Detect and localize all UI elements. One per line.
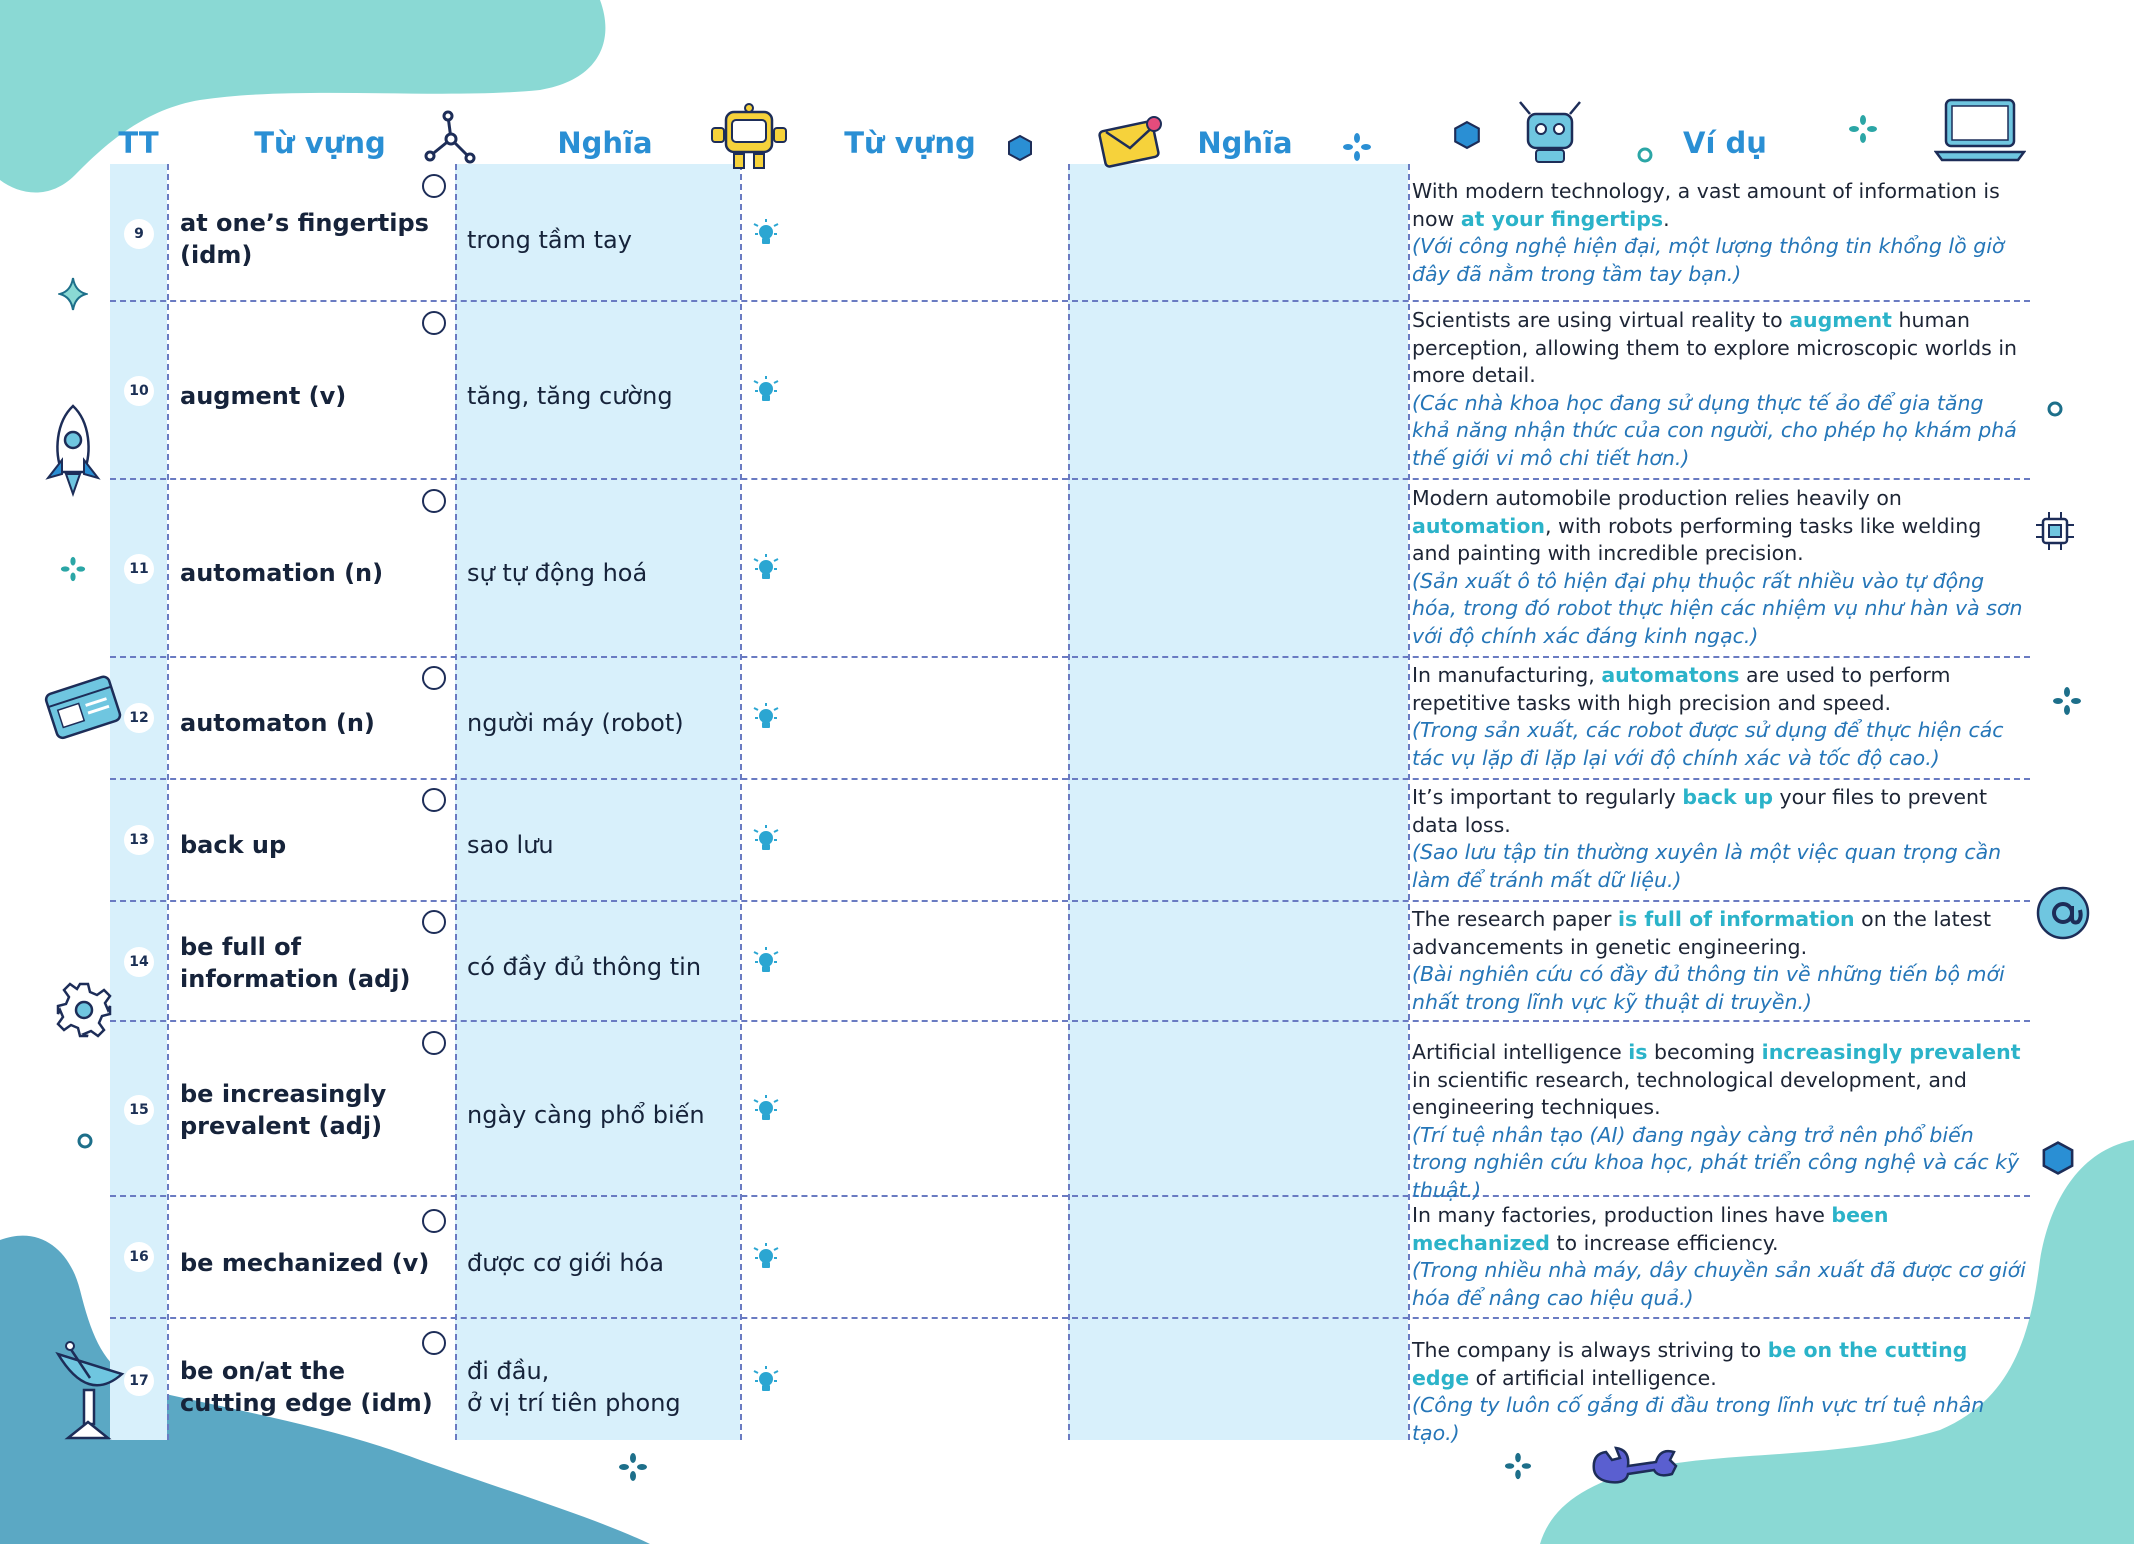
lightbulb-icon (752, 702, 780, 736)
row-number: 11 (124, 554, 154, 584)
vocab-meaning: sự tự động hoá (467, 559, 648, 587)
vocab-meaning (467, 1352, 737, 1422)
meaning-line-2: ở vị trí tiên phong (467, 1389, 681, 1417)
row-number: 16 (124, 1242, 154, 1272)
checkbox-circle[interactable] (422, 311, 446, 335)
table-header (0, 118, 2134, 168)
sparkle-icon (2052, 686, 2082, 716)
lightbulb-icon (752, 553, 780, 587)
example-text: The research paper is full of information on the latest advancements in genetic engineering. (Bài nghiên cứu có đầy đủ thông tin về những tiến bộ mới nhất trong lĩnh vực kỹ thuật di truyền.) (1412, 907, 2005, 1014)
envelope-icon (1098, 112, 1166, 168)
meaning2-column-bg (1068, 164, 1408, 1440)
checkbox-circle[interactable] (422, 666, 446, 690)
ring-icon (76, 1132, 94, 1150)
browser-window-icon (44, 672, 124, 742)
header-vocab-2: Từ vựng (844, 126, 976, 160)
vocab-meaning: trong tầm tay (467, 226, 632, 254)
lightbulb-icon (752, 1094, 780, 1128)
ring-icon (2046, 400, 2064, 418)
sparkle-icon (618, 1452, 648, 1482)
vocab-word: be full of information (adj) (180, 933, 411, 993)
example-text: Artificial intelligence is becoming increasingly prevalent in scientific research, technological development, and engineering techniques. (Trí tuệ nhân tạo (AI) đang ngày càng trở nên phổ biến trong nghiên cứu khoa học, phát triển công nghệ và các kỹ thuật.) (1412, 1040, 2021, 1202)
checkbox-circle[interactable] (422, 489, 446, 513)
hexagon-icon (1452, 120, 1482, 150)
vocab-meaning: sao lưu (467, 831, 554, 859)
sparkle-icon (1848, 114, 1878, 144)
robot-head-icon (1516, 96, 1584, 166)
vocab-word: be increasingly prevalent (adj) (180, 1080, 387, 1140)
sparkle-icon (1504, 1452, 1532, 1480)
example-text: In many factories, production lines have been mechanized to increase efficiency. (Trong nhiều nhà máy, dây chuyền sản xuất đã được cơ giới hóa để nâng cao hiệu quả.) (1412, 1203, 2026, 1310)
vocab-word: back up (180, 831, 287, 859)
row-number: 15 (124, 1095, 154, 1125)
vocab-word: be mechanized (v) (180, 1249, 430, 1277)
lightbulb-icon (752, 946, 780, 980)
checkbox-circle[interactable] (422, 174, 446, 198)
lightbulb-icon (752, 218, 780, 252)
checkbox-circle[interactable] (422, 1209, 446, 1233)
lightbulb-icon (752, 824, 780, 858)
example-text: The company is always striving to be on the cutting edge of artificial intelligence. (Công ty luôn cố gắng đi đầu trong lĩnh vực trí tuệ nhân tạo.) (1412, 1338, 1985, 1445)
sparkle-icon (60, 556, 86, 582)
rocket-icon (40, 402, 106, 502)
vocab-meaning: được cơ giới hóa (467, 1249, 664, 1277)
ring-icon (1636, 146, 1654, 164)
checkbox-circle[interactable] (422, 1031, 446, 1055)
example-text: Scientists are using virtual reality to augment human perception, allowing them to explore microscopic worlds in more detail. (Các nhà khoa học đang sử dụng thực tế ảo để gia tăng khả năng nhận thức của con người, cho phép họ khám phá thế giới vi mô chi tiết hơn.) (1412, 308, 2018, 470)
hexagon-icon (1006, 134, 1034, 162)
vocab-meaning: người máy (robot) (467, 709, 684, 737)
row-number: 17 (124, 1366, 154, 1396)
wrench-icon (1590, 1440, 1680, 1484)
meaning-line-1: đi đầu, (467, 1357, 550, 1385)
header-tt: TT (118, 126, 159, 160)
vocab-word: at one’s fingertips (idm) (180, 209, 429, 269)
header-meaning: Nghĩa (557, 126, 653, 160)
checkbox-circle[interactable] (422, 788, 446, 812)
vocab-meaning: tăng, tăng cường (467, 382, 673, 410)
satellite-dish-icon (48, 1334, 128, 1450)
chip-icon (2034, 510, 2076, 552)
gear-icon (54, 980, 114, 1040)
example-text: With modern technology, a vast amount of information is now at your fingertips. (Với công nghệ hiện đại, một lượng thông tin khổng lồ giờ đây đã nằm trong tầm tay bạn.) (1412, 179, 2005, 286)
row-number: 10 (124, 376, 154, 406)
example-text: In manufacturing, automatons are used to perform repetitive tasks with high precision and speed. (Trong sản xuất, các robot được sử dụng để thực hiện các tác vụ lặp đi lặp lại với độ chính xác và tốc độ cao.) (1412, 663, 2004, 770)
header-vocab: Từ vựng (254, 126, 386, 160)
header-example: Ví dụ (1683, 126, 1767, 160)
vocab-meaning: ngày càng phổ biến (467, 1101, 705, 1129)
row-number: 14 (124, 947, 154, 977)
at-sign-icon (2034, 884, 2092, 942)
network-icon (420, 108, 482, 170)
header-meaning-2: Nghĩa (1197, 126, 1293, 160)
lightbulb-icon (752, 375, 780, 409)
vocab-word: be on/at the cutting edge (idm) (180, 1357, 433, 1417)
star-icon (58, 276, 88, 312)
robot-icon (708, 102, 790, 172)
example-text: Modern automobile production relies heavily on automation, with robots performing tasks like welding and painting with incredible precision. (Sản xuất ô tô hiện đại phụ thuộc rất nhiều vào tự động hóa, trong đó robot thực hiện các nhiệm vụ như hàn và sơn với độ chính xác đáng kinh ngạc.) (1412, 486, 2023, 648)
row-number: 13 (124, 825, 154, 855)
lightbulb-icon (752, 1365, 780, 1399)
example-text: It’s important to regularly back up your files to prevent data loss. (Sao lưu tập tin thường xuyên là một việc quan trọng cần làm để tránh mất dữ liệu.) (1412, 785, 2002, 892)
vocab-word: automaton (n) (180, 709, 375, 737)
vocab-meaning: có đầy đủ thông tin (467, 953, 702, 981)
row-number: 9 (124, 219, 154, 249)
vocab-word: augment (v) (180, 382, 347, 410)
vocab-word: automation (n) (180, 559, 384, 587)
row-number: 12 (124, 703, 154, 733)
lightbulb-icon (752, 1242, 780, 1276)
sparkle-icon (1342, 132, 1372, 162)
laptop-icon (1934, 96, 2026, 166)
hexagon-icon (2040, 1140, 2076, 1176)
